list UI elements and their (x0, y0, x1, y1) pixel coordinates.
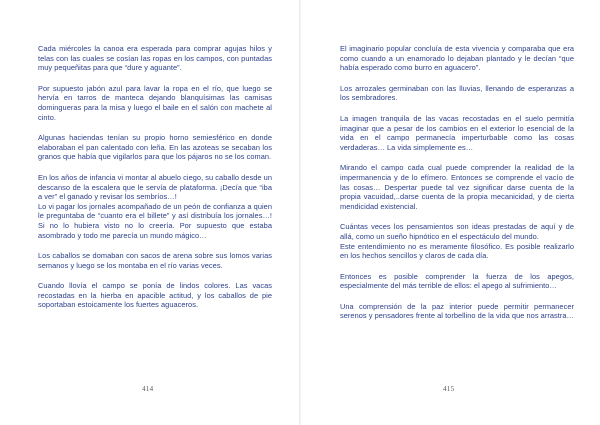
right-page-text (340, 44, 574, 332)
left-page-text (38, 44, 272, 321)
page-number: 414 (142, 385, 154, 393)
paragraph: En los años de infancia vi montar al abuelo ciego, su caballo desde un descanso de la escalera que le servía de plataforma. ¡Decía que “iba a ver” el ganado y revisar los sembríos…! (38, 172, 272, 202)
paragraph: Cada miércoles la canoa era esperada para comprar agujas hilos y telas con las cuales se cosían las ropas en los campos, con puntadas muy pequeñitas para que “dure y aguante”. (38, 44, 272, 73)
paragraph: Los arrozales germinaban con las lluvias, llenando de esperanzas a los sembradores. (340, 83, 574, 103)
paragraph: Cuántas veces los pensamientos son ideas prestadas de aquí y de allá, como un sueño hipnótico en el espectáculo del mundo. (340, 222, 574, 241)
paragraph: Entonces es posible comprender la fuerza de los apegos, especialmente del más terrible de ellos: el apego al sufrimiento… (340, 271, 574, 291)
paragraph: Este entendimiento no es meramente filosófico. Es posible realizarlo en los hechos sencillos y claros de cada día. (340, 241, 574, 261)
paragraph: Cuando llovía el campo se ponía de lindos colores. Las vacas recostadas en la hierba en apacible actitud, y los caballos de pie soportaban estoicamente los fuertes aguaceros. (38, 281, 272, 310)
page-number: 415 (443, 385, 455, 393)
paragraph: El imaginario popular concluía de esta vivencia y comparaba que era como cuando a un enamorado lo dejaban plantado y le decían “que había esperado como burro en aguacero”. (340, 44, 574, 73)
paragraph: Lo vi pagar los jornales acompañado de un peón de confianza a quien le preguntaba de “cuanto era el billete” y así distribuía los jornales…! Si no lo hubiera visto no lo creería. Por supuesto que estaba asombrado y todo me parecía un mundo mágico… (38, 201, 272, 240)
paragraph: La imagen tranquila de las vacas recostadas en el suelo permitía imaginar que a pesar de los cambios en el exterior lo esencial de la vida en el campo permanecía imperturbable como las cosas verdaderas… La vida simplemente es… (340, 113, 574, 152)
paragraph: Algunas haciendas tenían su propio horno semiesférico en donde elaboraban el pan calentado con leña. En las azoteas se secaban los granos que había que vigilarlos para que los pájaros no se los coman. (38, 133, 272, 162)
paragraph: Los caballos se domaban con sacos de arena sobre sus lomos varias semanos y luego se los montaba en el río varias veces. (38, 251, 272, 270)
paragraph: Por supuesto jabón azul para lavar la ropa en el río, que luego se hervía en tarros de manteca dejando blanquísimas las camisas domingueras para la misa y luego el baile en el salón con machete al cinto. (38, 83, 272, 122)
paragraph: Mirando el campo cada cual puede comprender la realidad de la impermanencia y de lo efímero. Entonces se comprende el vacío de las cosas… Despertar puede tal vez significar darse cuenta de la propia vacuidad,..darse cuenta de la propia mecanicidad, y de cierta mendicidad existencial. (340, 163, 574, 211)
paragraph: Una comprensión de la paz interior puede permitir permanecer serenos y pensadores frente al torbellino de la vida que nos arrastra… (340, 301, 574, 321)
